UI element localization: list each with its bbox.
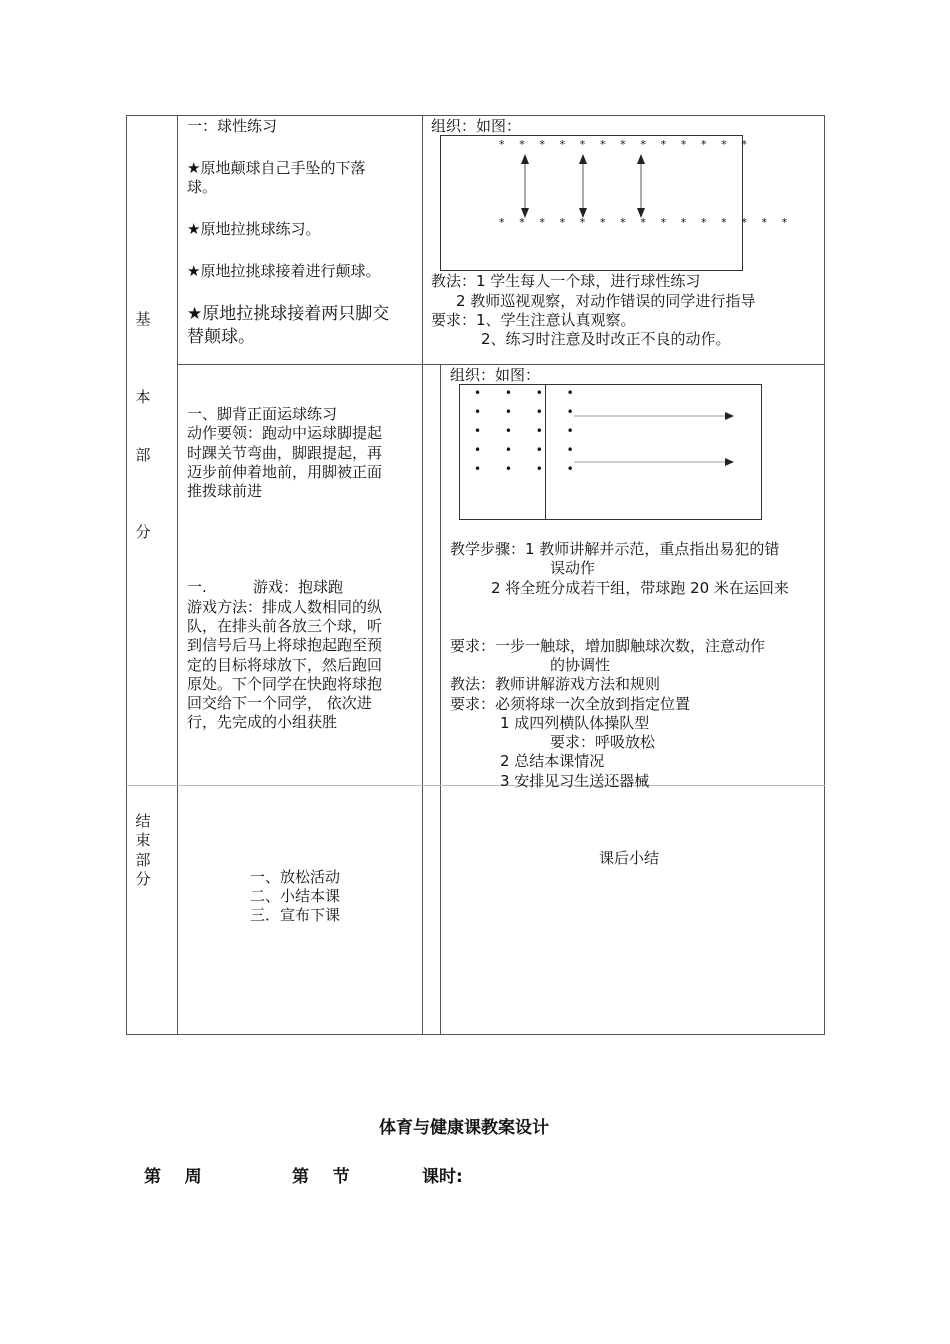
row1-org-label: 组织：如图： bbox=[431, 117, 522, 135]
stars-top-row: * * * * * * * * * * * * * bbox=[499, 138, 753, 151]
section-label-char: 结 bbox=[135, 812, 151, 830]
section-label-char: 本 bbox=[135, 388, 151, 406]
section-label-char: 部 bbox=[135, 446, 151, 464]
row1-item2: ★原地拉挑球练习。 bbox=[187, 220, 321, 238]
row1-yaoqiu-line2: 2、练习时注意及时改正不良的动作。 bbox=[481, 330, 731, 348]
step-line3: 2 将全班分成若干组，带球跑 20 米在运回来 bbox=[491, 579, 789, 597]
col-divider-2 bbox=[422, 115, 423, 1035]
game-title: 游戏：抱球跑 bbox=[253, 578, 344, 596]
row2-line: 时踝关节弯曲，脚跟提起，再 bbox=[187, 444, 383, 462]
section-label-char: 束 bbox=[135, 831, 151, 849]
row2-line: 推拨球前进 bbox=[187, 482, 263, 500]
table-border-right bbox=[824, 115, 825, 1035]
row1-item4-line2: 替颠球。 bbox=[187, 327, 255, 347]
dot-row: • • • • bbox=[474, 443, 584, 457]
section-label-char: 分 bbox=[135, 523, 151, 541]
game-line: 回交给下一个同学， 依次进 bbox=[187, 694, 372, 712]
ending-step3: 3 安排见习生送还器械 bbox=[500, 772, 650, 790]
req2-line: 要求：必须将球一次全放到指定位置 bbox=[450, 695, 691, 713]
row2-heading: 一、脚背正面运球练习 bbox=[187, 405, 338, 423]
section-label-char: 基 bbox=[135, 310, 151, 328]
ending-item: 二、小结本课 bbox=[250, 887, 341, 905]
ending-item: 一、放松活动 bbox=[250, 868, 341, 886]
row2-arrows bbox=[460, 385, 761, 519]
stars-bottom-row: * * * * * * * * * * * * * * * bbox=[499, 216, 793, 229]
row1-diagram bbox=[440, 135, 793, 271]
table-border-top bbox=[126, 115, 825, 116]
row-divider-1 bbox=[177, 364, 825, 365]
row2-org-label: 组织：如图： bbox=[450, 366, 541, 384]
right-arrow-2 bbox=[574, 458, 734, 466]
table-border-left bbox=[126, 115, 127, 1035]
ending-step1: 1 成四列横队体操队型 bbox=[500, 714, 650, 732]
game-number: 一. bbox=[187, 578, 207, 596]
game-line: 行，先完成的小组获胜 bbox=[187, 713, 338, 731]
row1-item3: ★原地拉挑球接着进行颠球。 bbox=[187, 262, 381, 280]
jiaofa-line: 教法：教师讲解游戏方法和规则 bbox=[450, 675, 661, 693]
double-arrow-2 bbox=[579, 154, 587, 218]
col-divider-3 bbox=[440, 365, 441, 1035]
after-class-summary: 课后小结 bbox=[599, 849, 660, 867]
game-line: 原处。下个同学在快跑将球抱 bbox=[187, 675, 383, 693]
req-line2: 的协调性 bbox=[550, 656, 611, 674]
row-divider-2 bbox=[126, 785, 825, 786]
week-label: 第 周 bbox=[144, 1167, 202, 1187]
row2-diagram bbox=[459, 384, 762, 520]
req-line1: 要求：一步一触球，增加脚触球次数，注意动作 bbox=[450, 637, 766, 655]
game-line: 到信号后马上将球抱起跑至预 bbox=[187, 636, 383, 654]
step-line2: 误动作 bbox=[550, 559, 596, 577]
row1-heading: 一：球性练习 bbox=[187, 117, 278, 135]
double-arrow-1 bbox=[521, 154, 529, 218]
page-title: 体育与健康课教案设计 bbox=[379, 1118, 549, 1138]
dot-row: • • • • bbox=[474, 462, 584, 476]
table-border-bottom bbox=[126, 1034, 825, 1035]
row1-arrows bbox=[441, 136, 742, 270]
double-arrow-3 bbox=[637, 154, 645, 218]
row1-item1-line2: 球。 bbox=[187, 178, 218, 196]
section-label: 第 节 bbox=[292, 1167, 350, 1187]
row1-yaoqiu-line1: 要求：1、学生注意认真观察。 bbox=[431, 311, 636, 329]
game-line: 游戏方法：排成人数相同的纵 bbox=[187, 598, 383, 616]
ending-step2: 2 总结本课情况 bbox=[500, 752, 605, 770]
right-arrow-1 bbox=[574, 412, 734, 420]
row1-item4-line1: ★原地拉挑球接着两只脚交 bbox=[187, 304, 390, 324]
section-label-char: 部 bbox=[135, 851, 151, 869]
ending-step1-req: 要求：呼吸放松 bbox=[550, 733, 656, 751]
section-label-char: 分 bbox=[135, 870, 151, 888]
hours-label: 课时: bbox=[422, 1167, 463, 1187]
ending-item: 三．宣布下课 bbox=[250, 906, 341, 924]
dot-row: • • • • bbox=[474, 386, 584, 400]
game-line: 定的目标将球放下，然后跑回 bbox=[187, 656, 383, 674]
dot-row: • • • • bbox=[474, 405, 584, 419]
row1-jiaofa-line1: 教法：1 学生每人一个球，进行球性练习 bbox=[431, 272, 701, 290]
dot-row: • • • • bbox=[474, 424, 584, 438]
step-line1: 教学步骤：1 教师讲解并示范，重点指出易犯的错 bbox=[450, 540, 780, 558]
game-line: 队，在排头前各放三个球，听 bbox=[187, 617, 383, 635]
col-divider-1 bbox=[177, 115, 178, 1035]
row1-item1-line1: ★原地颠球自己手坠的下落 bbox=[187, 159, 366, 177]
row2-line: 迈步前伸着地前，用脚被正面 bbox=[187, 463, 383, 481]
row1-jiaofa-line2: 2 教师巡视观察，对动作错误的同学进行指导 bbox=[456, 292, 756, 310]
row2-line: 动作要领：跑动中运球脚提起 bbox=[187, 424, 383, 442]
